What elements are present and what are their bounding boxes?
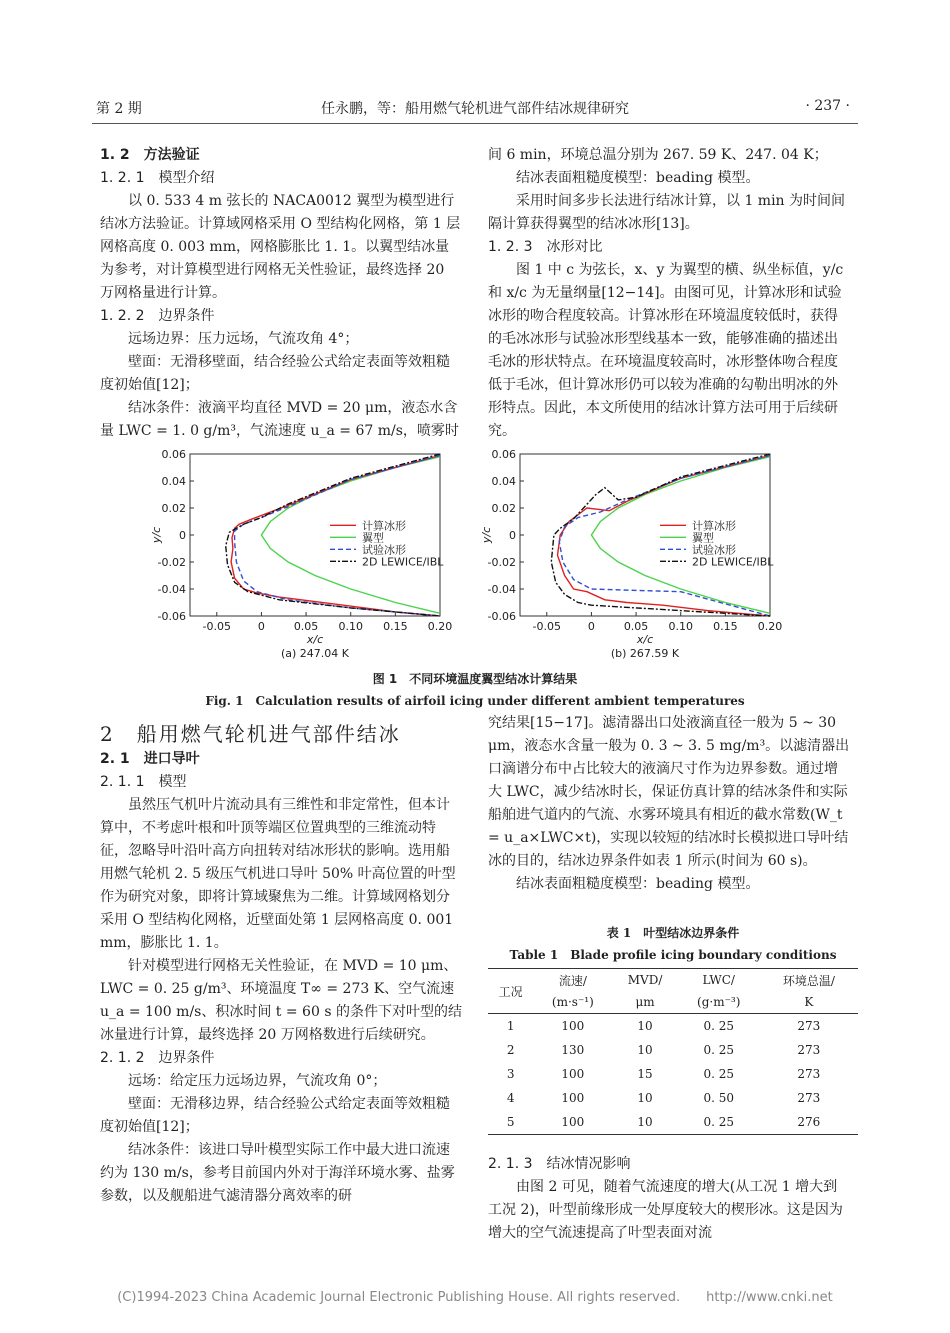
table-cell: 1 (506, 1019, 515, 1033)
legend-label: 试验冰形 (362, 543, 406, 557)
right-column-top (488, 144, 850, 443)
chart-b (480, 448, 790, 660)
copyright-footer: (C)1994-2023 China Academic Journal Electronic Publishing House. All rights reserved. http://www.cnki.net (117, 1290, 833, 1305)
section-2-1-2-heading: 2. 1. 2 边界条件 (100, 1050, 215, 1066)
x-tick-label: -0.05 (202, 620, 232, 633)
table-row (488, 1062, 858, 1086)
section-1-2-2-heading: 1. 2. 2 边界条件 (100, 308, 215, 324)
table-cell: 0. 50 (703, 1091, 734, 1105)
table-cell: 10 (637, 1091, 653, 1105)
legend-label: 计算冰形 (692, 519, 736, 533)
paragraph: 远场：给定压力远场边界，气流攻角 0°； (128, 1073, 387, 1089)
table-cell: 100 (561, 1091, 585, 1105)
y-tick-label: -0.06 (487, 610, 516, 623)
table-unit: K (804, 995, 814, 1009)
page-number: · 237 · (805, 98, 850, 114)
table-cell: 100 (561, 1019, 585, 1033)
table-cell: 4 (506, 1091, 515, 1105)
paragraph: 结冰表面粗糙度模型：beading 模型。 (516, 170, 760, 186)
section-2-1-3-heading: 2. 1. 3 结冰情况影响 (488, 1156, 631, 1172)
table-row (488, 1110, 858, 1135)
table-cell: 276 (797, 1115, 821, 1129)
table-cell: 10 (637, 1043, 653, 1057)
table-header: 环境总温/ (782, 973, 835, 988)
paragraph: 究结果[15−17]。滤清器出口处液滴直径一般为 5 ~ 30 μm，液态水含量一般为 0. 3 ~ 3. 5 mg/m³。以滤清器出口滴谱分布中占比较大的液滴尺寸作为边界参数。通过增大 LWC，减少结冰时长，保证仿真计算的结冰条件和实际船舶进气道内的气流、水雾环境具有相近的截水常数(W_t = u_a×LWC×t)，实现以较短的结冰时长模拟进口导叶结冰的目的，结冰边界条件如表 1 所示(时间为 60 s)。 (488, 715, 850, 869)
table-cell: 273 (797, 1043, 821, 1057)
legend-label: 翼型 (362, 531, 384, 545)
table-unit: (m·s⁻¹) (551, 995, 594, 1009)
table-caption-en: Table 1 Blade profile icing boundary conditions (509, 948, 837, 962)
paragraph: 虽然压气机叶片流动具有三维性和非定常性，但本计算中，不考虑叶根和叶顶等端区位置典型的三维流动特征，忽略导叶沿叶高方向扭转对结冰形状的影响。选用船用燃气轮机 2. 5 级压气机进口导叶 50% 叶高位置的叶型作为研究对象，即将计算域聚焦为二维。计算域网格划分采用 O 型结构化网格，近壁面处第 1 层网格高度 0. 001 mm，膨胀比 1. 1。 (100, 797, 456, 951)
table-cell: 130 (561, 1043, 585, 1057)
y-tick-label: 0 (179, 529, 186, 542)
x-tick-label: 0.05 (293, 620, 319, 633)
left-column-bottom (100, 720, 462, 1208)
y-tick-label: -0.04 (487, 583, 516, 596)
paragraph: 图 1 中 c 为弦长，x、y 为翼型的横、纵坐标值，y/c 和 x/c 为无量纲量[12−14]。由图可见，计算冰形和试验冰形的吻合程度较高。计算冰形在环境温度较低时，获得的毛冰冰形与试验冰形型线基本一致，能够准确的描述出毛冰的形状特点。在环境温度较高时，冰形整体吻合程度低于毛冰，但计算冰形仍可以较为准确的勾勒出明冰的外形特点。因此，本文所使用的结冰计算方法可用于后续研究。 (488, 262, 844, 439)
paragraph: 壁面：无滑移边界，结合经验公式给定表面等效粗糙度初始值[12]； (100, 1096, 450, 1135)
legend-label: 试验冰形 (692, 543, 736, 557)
legend-label: 2D LEWICE/IBL (362, 555, 444, 569)
table-header: LWC/ (702, 973, 735, 987)
table-cell: 0. 25 (703, 1067, 734, 1081)
table-header-row (488, 969, 858, 992)
left-column-top (100, 144, 462, 443)
table-cell: 273 (797, 1019, 821, 1033)
table-unit: μm (635, 995, 655, 1009)
chart-title: (a) 247.04 K (280, 647, 350, 660)
table-header: 流速/ (558, 973, 587, 988)
issue-number: 第 2 期 (96, 101, 142, 117)
paragraph: 结冰条件：液滴平均直径 MVD = 20 μm，液态水含量 LWC = 1. 0 g/m³，气流速度 u_a = 67 m/s，喷雾时 (100, 400, 459, 439)
table-cell: 0. 25 (703, 1115, 734, 1129)
x-tick-label: 0.15 (713, 620, 738, 633)
paragraph: 由图 2 可见，随着气流速度的增大(从工况 1 增大到工况 2)，叶型前缘形成一处厚度较大的楔形冰。这是因为增大的空气流速提高了叶型表面对流 (488, 1179, 843, 1241)
paragraph: 壁面：无滑移壁面，结合经验公式给定表面等效粗糙度初始值[12]； (100, 354, 450, 393)
x-tick-label: -0.05 (532, 620, 562, 633)
series-line-1 (558, 455, 771, 616)
table-cell: 5 (506, 1115, 515, 1129)
x-tick-label: 0.10 (668, 620, 693, 633)
y-tick-label: 0.06 (161, 448, 186, 461)
chart-title: (b) 267.59 K (610, 647, 680, 660)
section-2-1-heading: 2. 1 进口导叶 (100, 751, 200, 767)
paragraph: 间 6 min，环境总温分别为 267. 59 K、247. 04 K； (488, 147, 828, 163)
table-cell: 273 (797, 1067, 821, 1081)
section-1-2-1-heading: 1. 2. 1 模型介绍 (100, 170, 215, 186)
legend-label: 计算冰形 (362, 519, 406, 533)
table-row (488, 1038, 858, 1062)
x-axis-label: x/c (306, 633, 324, 646)
table-cell: 0. 25 (703, 1043, 734, 1057)
y-tick-label: 0.04 (161, 475, 186, 488)
chart-a (150, 448, 460, 660)
paragraph: 以 0. 533 4 m 弦长的 NACA0012 翼型为模型进行结冰方法验证。计算域网格采用 O 型结构化网格，第 1 层网格高度 0. 003 mm，网格膨胀比 1. 1。以翼型结冰量为参考，对计算模型进行网格无关性验证，最终选择 20 万网格量进行计算。 (100, 193, 461, 301)
table-unit: (g·m⁻³) (697, 995, 741, 1009)
table-cell: 100 (561, 1067, 585, 1081)
table-row (488, 1014, 858, 1039)
section-1-2-3-heading: 1. 2. 3 冰形对比 (488, 239, 603, 255)
y-tick-label: 0.06 (491, 448, 516, 461)
y-tick-label: 0 (509, 529, 516, 542)
right-column-end (488, 1153, 850, 1245)
y-tick-label: -0.02 (487, 556, 516, 569)
paragraph: 针对模型进行网格无关性验证，在 MVD = 10 μm、LWC = 0. 25 g/m³、环境温度 T∞ = 273 K、空气流速 u_a = 100 m/s、积冰时间 t = 60 s 的条件下对叶型的结冰量进行计算，最终选择 20 万网格数进行后续研究。 (100, 958, 462, 1043)
section-2-heading: 2 船用燃气轮机进气部件结冰 (100, 722, 401, 746)
paragraph: 结冰条件：该进口导叶模型实际工作中最大进口流速约为 130 m/s，参考目前国内外对于海洋环境水雾、盐雾参数，以及舰船进气滤清器分离效率的研 (100, 1142, 455, 1204)
x-tick-label: 0 (587, 620, 595, 633)
table-header: 工况 (498, 984, 523, 999)
table-row (488, 1086, 858, 1110)
series-line-2 (235, 455, 440, 616)
figure-caption-cn: 图 1 不同环境温度翼型结冰计算结果 (372, 672, 578, 686)
table-cell: 100 (561, 1115, 585, 1129)
table-cell: 0. 25 (703, 1019, 734, 1033)
y-tick-label: -0.04 (157, 583, 186, 596)
table-caption-cn: 表 1 叶型结冰边界条件 (606, 926, 740, 940)
table-header: MVD/ (627, 973, 663, 987)
x-tick-label: 0.20 (427, 620, 453, 633)
running-title: 任永鹏，等：船用燃气轮机进气部件结冰规律研究 (321, 101, 629, 117)
figure-caption-en: Fig. 1 Calculation results of airfoil icing under different ambient temperatures (205, 694, 745, 708)
y-tick-label: 0.04 (491, 475, 516, 488)
right-column-bottom (488, 712, 850, 896)
table-cell: 3 (506, 1067, 515, 1081)
x-tick-label: 0.20 (757, 620, 783, 633)
paragraph: 采用时间多步长法进行结冰计算，以 1 min 为时间间隔计算获得翼型的结冰冰形[13]。 (488, 193, 846, 232)
table-cell: 10 (637, 1115, 653, 1129)
plot-frame (520, 454, 770, 616)
table-cell: 15 (637, 1067, 653, 1081)
section-2-1-1-heading: 2. 1. 1 模型 (100, 774, 187, 790)
x-tick-label: 0.10 (338, 620, 363, 633)
x-tick-label: 0.15 (383, 620, 408, 633)
y-tick-label: -0.02 (157, 556, 186, 569)
running-header (92, 98, 858, 122)
boundary-conditions-table (488, 968, 858, 1135)
paragraph: 远场边界：压力远场，气流攻角 4°； (128, 331, 359, 347)
y-axis-label: y/c (150, 526, 163, 544)
y-tick-label: -0.06 (157, 610, 186, 623)
table-cell: 10 (637, 1019, 653, 1033)
table-cell: 2 (506, 1043, 515, 1057)
section-1-2-heading: 1. 2 方法验证 (100, 147, 200, 163)
header-rule (92, 123, 858, 124)
y-axis-label: y/c (480, 526, 493, 544)
x-axis-label: x/c (636, 633, 654, 646)
series-line-2 (559, 455, 770, 616)
legend-label: 翼型 (692, 531, 714, 545)
y-tick-label: 0.02 (161, 502, 186, 515)
table-units-row (488, 991, 858, 1014)
legend-label: 2D LEWICE/IBL (692, 555, 774, 569)
y-tick-label: 0.02 (491, 502, 516, 515)
x-tick-label: 0 (257, 620, 265, 633)
table-cell: 273 (797, 1091, 821, 1105)
plot-frame (190, 454, 440, 616)
x-tick-label: 0.05 (623, 620, 649, 633)
paragraph: 结冰表面粗糙度模型：beading 模型。 (516, 876, 760, 892)
